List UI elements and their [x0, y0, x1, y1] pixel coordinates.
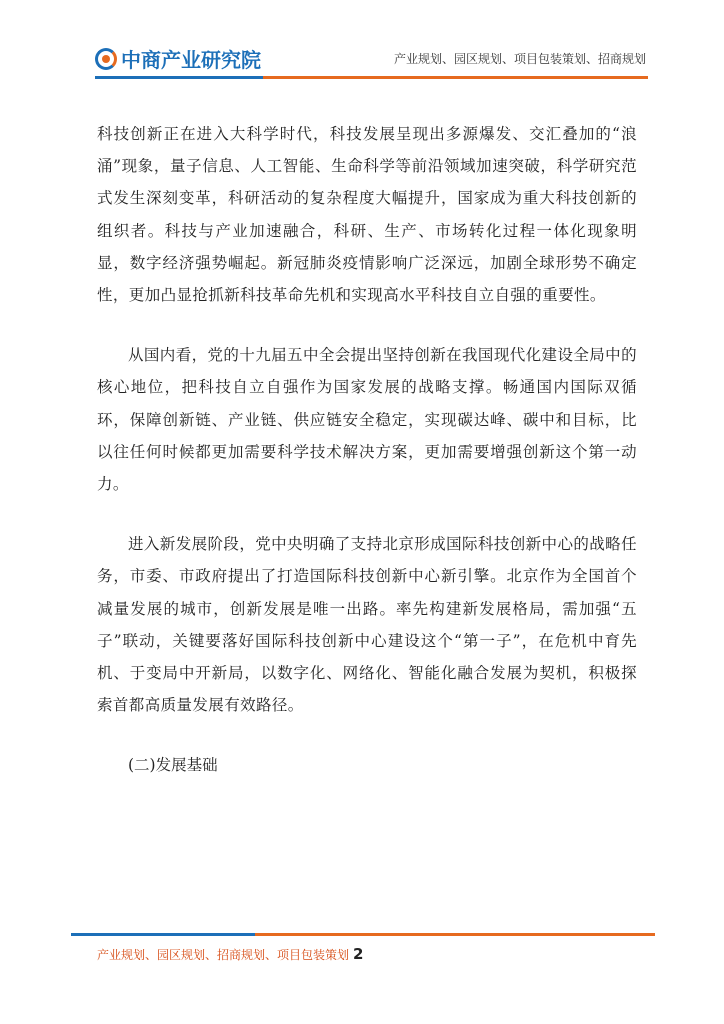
paragraph: 科技创新正在进入大科学时代，科技发展呈现出多源爆发、交汇叠加的“浪涌”现象，量子信息、人工智能、生命科学等前沿领域加速突破，科学研究范式发生深刻变革，科研活动的复杂程度大幅提升，国家成为重大科技创新的组织者。科技与产业加速融合，科研、生产、市场转化过程一体化现象明显，数字经济强势崛起。新冠肺炎疫情影响广泛深远，加剧全球形势不确定性，更加凸显抢抓新科技革命先机和实现高水平科技自立自强的重要性。	[97, 125, 637, 305]
footer-text: 产业规划、园区规划、招商规划、项目包装策划	[97, 948, 350, 962]
logo-icon	[95, 48, 117, 70]
header-divider-blue	[95, 76, 263, 79]
page-header	[0, 0, 724, 90]
paragraph: 进入新发展阶段，党中央明确了支持北京形成国际科技创新中心的战略任务，市委、市政府提出了打造国际科技创新中心新引擎。北京作为全国首个减量发展的城市，创新发展是唯一出路。率先构建新发展格局，需加强“五子”联动，关键要落好国际科技创新中心建设这个“第一子”，在危机中育先机、于变局中开新局，以数字化、网络化、智能化融合发展为契机，积极探索首都高质量发展有效路径。	[97, 535, 637, 715]
company-logo	[95, 44, 261, 73]
header-divider-orange	[263, 76, 648, 79]
header-tagline: 产业规划、园区规划、项目包装策划、招商规划	[393, 52, 646, 66]
footer-divider-blue	[71, 933, 255, 936]
footer-divider-orange	[255, 933, 655, 936]
logo-text: 中商产业研究院	[121, 48, 261, 72]
page-number: 2	[353, 945, 364, 963]
paragraph: 从国内看，党的十九届五中全会提出坚持创新在我国现代化建设全局中的核心地位，把科技自立自强作为国家发展的战略支撑。畅通国内国际双循环，保障创新链、产业链、供应链安全稳定，实现碳达峰、碳中和目标，比以往任何时候都更加需要科学技术解决方案，更加需要增强创新这个第一动力。	[97, 346, 637, 494]
page-footer	[97, 945, 363, 963]
document-body	[97, 118, 637, 781]
section-subheading: (二)发展基础	[128, 756, 218, 775]
